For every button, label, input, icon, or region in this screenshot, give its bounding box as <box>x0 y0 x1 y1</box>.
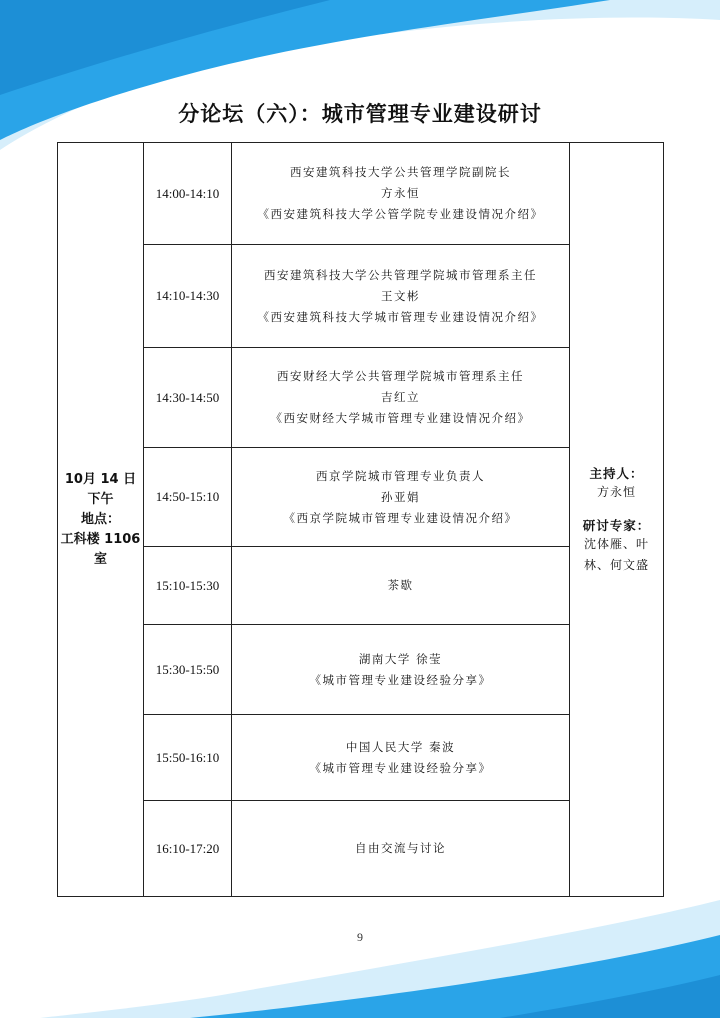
session-line: 中国人民大学 秦波 <box>345 739 456 754</box>
session-content <box>232 448 570 547</box>
session-time: 15:10-15:30 <box>144 547 232 625</box>
host-name: 方永恒 <box>596 484 636 499</box>
session-time: 15:50-16:10 <box>144 715 232 801</box>
location-text-line2: 室 <box>93 551 107 567</box>
session-line: 西京学院城市管理专业负责人 <box>316 468 485 483</box>
session-content <box>232 715 570 801</box>
date-location-cell <box>58 143 144 897</box>
session-line: 西安建筑科技大学公共管理学院副院长 <box>290 165 511 179</box>
period-text: 下午 <box>87 491 114 507</box>
table-row <box>58 143 664 245</box>
session-content <box>232 625 570 715</box>
session-line: 《西安建筑科技大学公管学院专业建设情况介绍》 <box>257 207 544 221</box>
session-time: 14:00-14:10 <box>144 143 232 245</box>
session-time: 14:50-15:10 <box>144 448 232 547</box>
session-line: 茶歇 <box>387 578 414 592</box>
session-line: 孙亚娟 <box>381 489 420 504</box>
experts-names <box>570 534 663 576</box>
date-text: 10月 14 日 <box>64 471 137 487</box>
session-line: 《城市管理专业建设经验分享》 <box>309 672 492 687</box>
page-number: 9 <box>357 930 363 944</box>
session-line: 王文彬 <box>381 288 420 303</box>
session-line: 《西安财经大学城市管理专业建设情况介绍》 <box>270 411 531 425</box>
experts-line: 沈体雁、叶 <box>583 536 649 551</box>
experts-line: 林、何文盛 <box>583 557 649 572</box>
host-label: 主持人： <box>589 465 644 481</box>
schedule-table <box>57 142 664 897</box>
session-line: 吉红立 <box>381 390 420 404</box>
session-time: 16:10-17:20 <box>144 801 232 897</box>
session-line: 《西京学院城市管理专业建设情况介绍》 <box>283 510 518 525</box>
host-experts-cell <box>570 143 664 897</box>
session-line: 方永恒 <box>381 186 420 200</box>
session-content <box>232 143 570 245</box>
session-content <box>232 245 570 348</box>
session-time: 15:30-15:50 <box>144 625 232 715</box>
location-text-line1: 工科楼 1106 <box>60 531 141 547</box>
session-line: 自由交流与讨论 <box>355 841 446 855</box>
session-line: 西安建筑科技大学公共管理学院城市管理系主任 <box>264 267 537 282</box>
session-content <box>232 801 570 897</box>
session-time: 14:10-14:30 <box>144 245 232 348</box>
location-label: 地点： <box>80 511 120 527</box>
session-line: 西安财经大学公共管理学院城市管理系主任 <box>277 369 524 383</box>
session-line: 《西安建筑科技大学城市管理专业建设情况介绍》 <box>257 309 544 324</box>
experts-label: 研讨专家： <box>582 517 651 533</box>
session-content <box>232 348 570 448</box>
session-line: 湖南大学 徐莹 <box>358 651 443 666</box>
session-content <box>232 547 570 625</box>
session-time: 14:30-14:50 <box>144 348 232 448</box>
session-line: 《城市管理专业建设经验分享》 <box>309 760 492 775</box>
page-title: 分论坛（六）：城市管理专业建设研讨 <box>178 102 542 126</box>
